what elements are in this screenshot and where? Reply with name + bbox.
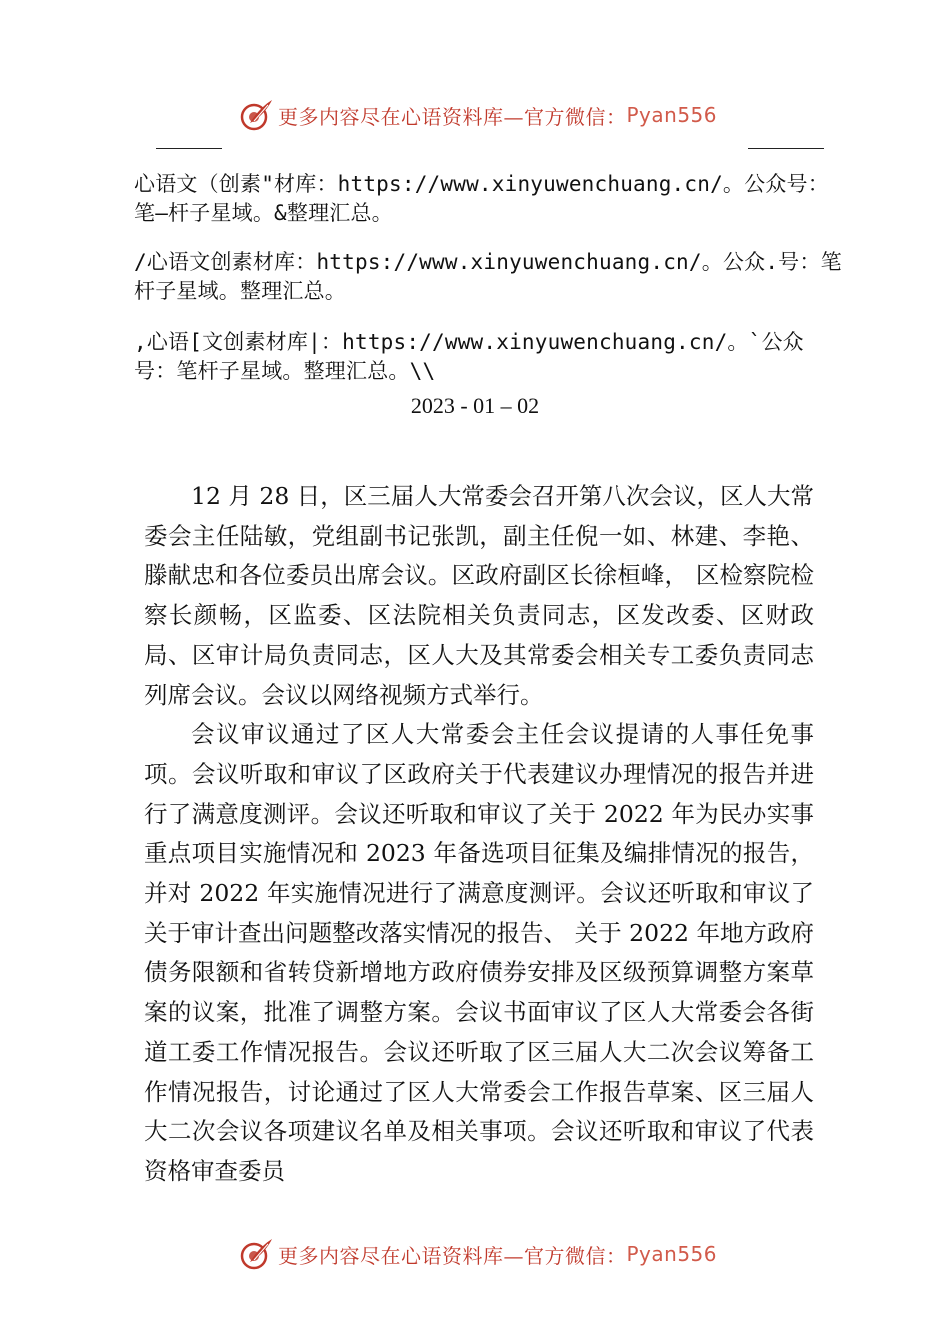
watermark-text: 更多内容尽在心语资料库—官方微信： (278, 104, 627, 129)
source-line-2: /心语文创素材库：https://www.xinyuwenchuang.cn/。公众.号：笔杆子星域。整理汇总。 (134, 250, 842, 303)
quill-logo-icon (238, 1236, 274, 1272)
watermark-wechat-id: Pyan556 (626, 103, 718, 127)
watermark-footer (0, 1232, 950, 1276)
paragraph-1: 12 月 28 日，区三届人大常委会召开第八次会议，区人大常委会主任陆敏，党组副书记张凯，副主任倪一如、林建、李艳、滕献忠和各位委员出席会议。区政府副区长徐桓峰， 区检察院检察长颜畅，区监委、区法院相关负责同志，区发改委、区财政局、区审计局负责同志，区人大及其常委会相关专工委负责同志列席会议。会议以网络视频方式举行。 (144, 482, 814, 709)
watermark-brand-footer (238, 1232, 717, 1276)
paragraph-2: 会议审议通过了区人大常委会主任会议提请的人事任免事项。会议听取和审议了区政府关于代表建议办理情况的报告并进行了满意度测评。会议还听取和审议了关于 2022 年为民办实事重点项目实施情况和 2023 年备选项目征集及编排情况的报告，并对 2022 年实施情况进行了满意度测评。会议还听取和审议了关于审计查出问题整改落实情况的报告、 关于 2022 年地方政府债务限额和省转贷新增地方政府债券安排及区级预算调整方案草案的议案，批准了调整方案。会议书面审议了区人大常委会各街道工委工作情况报告。会议还听取了区三届人大二次会议筹备工作情况报告，讨论通过了区人大常委会工作报告草案、区三届人大二次会议各项建议名单及相关事项。会议还听取和审议了代表资格审查委员 (144, 720, 814, 1185)
source-line-3: ,心语[文创素材库|：https://www.xinyuwenchuang.cn/。`公众号：笔杆子星域。整理汇总。\\ (134, 330, 804, 383)
quill-logo-icon (238, 97, 274, 133)
watermark-brand (238, 93, 717, 137)
watermark-header (0, 93, 950, 137)
source-line-1: 心语文（创素"材库：https://www.xinyuwenchuang.cn/。公众号：笔—杆子星域。&整理汇总。 (134, 172, 829, 225)
header-rule-right (748, 148, 824, 149)
document-date: 2023 - 01 – 02 (410, 393, 540, 418)
article-body (144, 477, 814, 1192)
header-rule-left (156, 148, 222, 149)
watermark-wechat-id-footer: Pyan556 (626, 1242, 718, 1266)
watermark-text-footer: 更多内容尽在心语资料库—官方微信： (278, 1243, 627, 1268)
